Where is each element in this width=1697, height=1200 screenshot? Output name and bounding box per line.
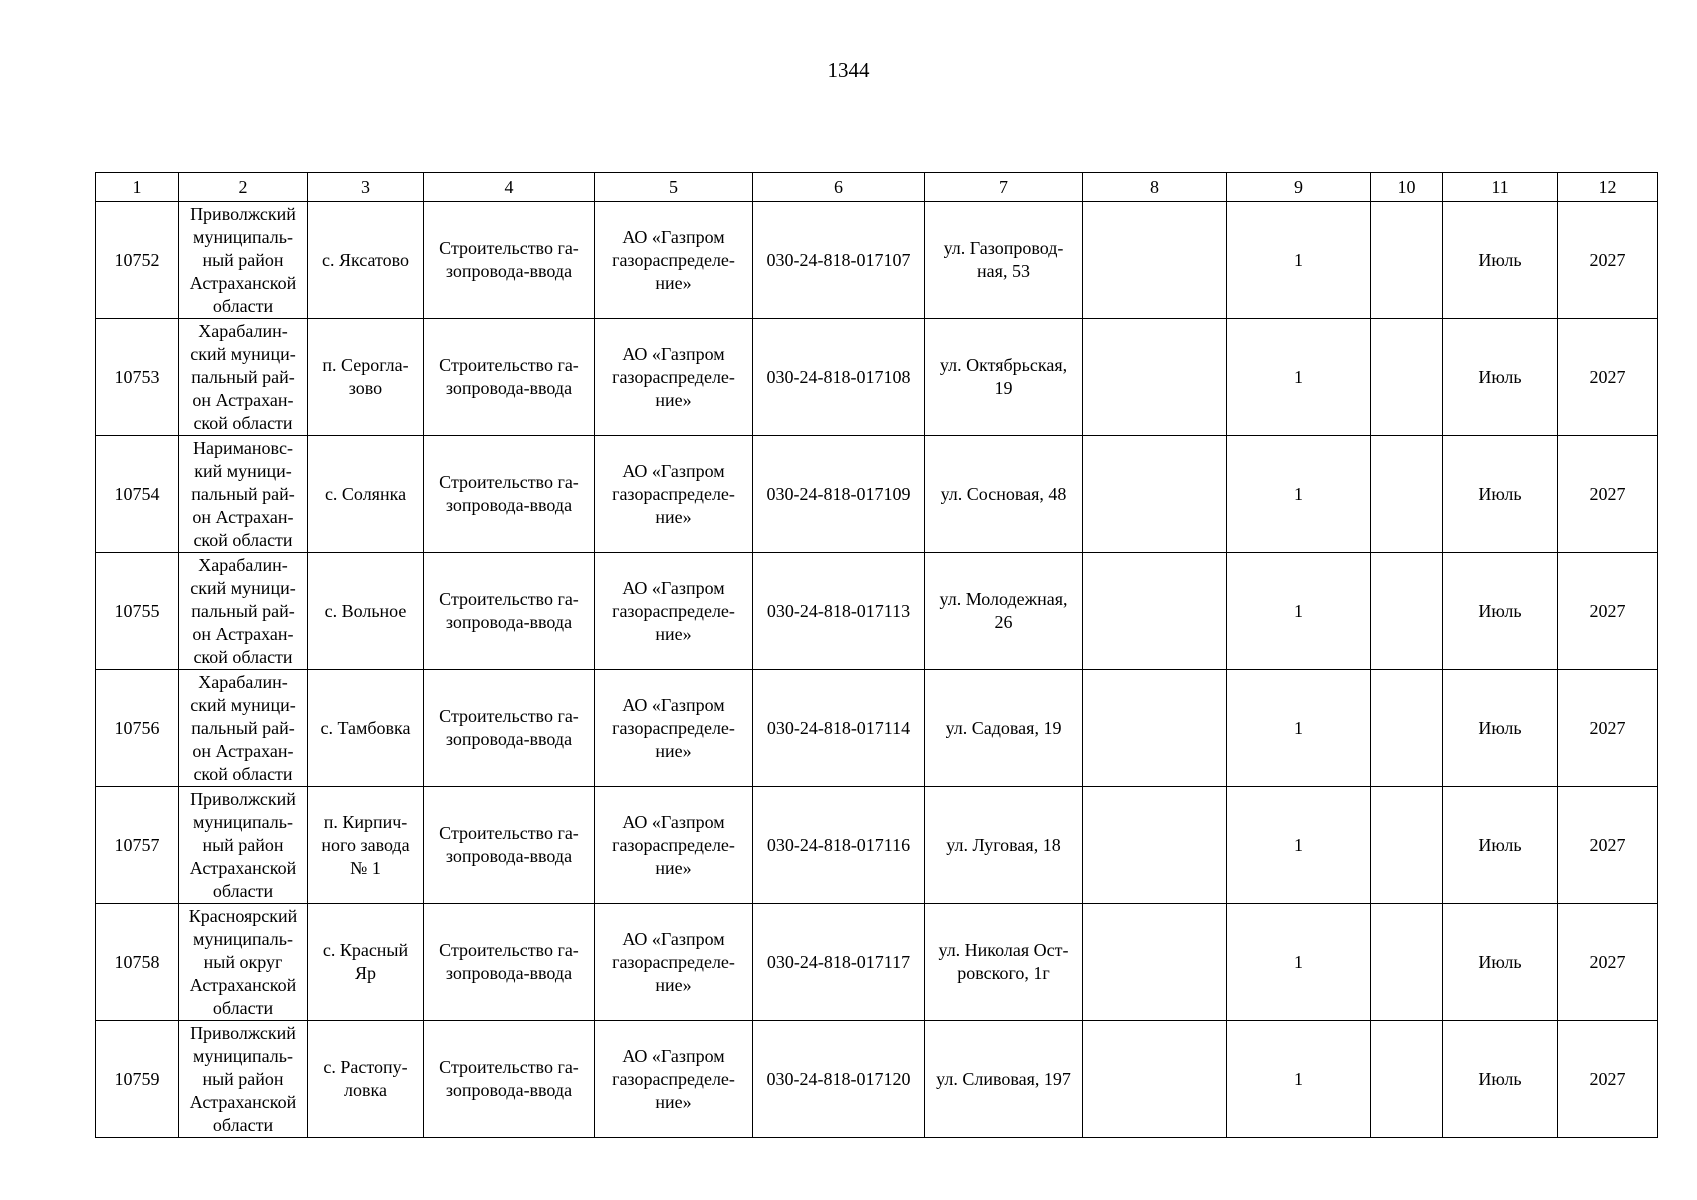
row-number-text: 10755 <box>114 600 160 621</box>
work-type-cell <box>424 202 595 319</box>
month-text: Июль <box>1478 600 1522 621</box>
row-number-text: 10753 <box>114 366 160 387</box>
district-cell <box>179 436 308 553</box>
year-cell <box>1558 436 1658 553</box>
year-cell <box>1558 904 1658 1021</box>
row-number-text: 10758 <box>114 951 160 972</box>
work-type-cell <box>424 1021 595 1138</box>
district-cell <box>179 787 308 904</box>
year-text: 2027 <box>1589 249 1626 270</box>
column-10-cell <box>1371 553 1443 670</box>
district-text: Харабалин- ский муници- пальный рай- он Астрахан- ской области <box>190 320 296 433</box>
organization-text: АО «Газпром газораспределе- ние» <box>612 226 735 293</box>
year-text: 2027 <box>1589 483 1626 504</box>
address-text: ул. Газопровод- ная, 53 <box>943 238 1064 281</box>
address-text: ул. Октябрьская, 19 <box>939 355 1068 398</box>
object-code-cell <box>753 319 925 436</box>
month-text: Июль <box>1478 951 1522 972</box>
locality-text: п. Серогла- зово <box>322 355 409 398</box>
column-header-2: 2 <box>179 173 308 202</box>
table-row <box>96 1021 1658 1138</box>
object-code-text: 030-24-818-017108 <box>766 366 911 387</box>
month-text: Июль <box>1478 366 1522 387</box>
locality-text: с. Тамбовка <box>320 717 411 738</box>
table-body <box>96 202 1658 1138</box>
locality-text: п. Кирпич- ного завода № 1 <box>321 811 410 878</box>
column-10-cell <box>1371 904 1443 1021</box>
quantity-text: 1 <box>1294 951 1303 972</box>
column-10-cell <box>1371 436 1443 553</box>
table-row <box>96 553 1658 670</box>
organization-cell <box>595 787 753 904</box>
quantity-cell <box>1227 670 1371 787</box>
object-code-text: 030-24-818-017107 <box>766 249 911 270</box>
table-row <box>96 904 1658 1021</box>
month-cell <box>1443 1021 1558 1138</box>
locality-cell <box>308 319 424 436</box>
column-header-12: 12 <box>1558 173 1658 202</box>
month-cell <box>1443 670 1558 787</box>
month-text: Июль <box>1478 483 1522 504</box>
row-number-text: 10752 <box>114 249 160 270</box>
column-8-cell <box>1083 319 1227 436</box>
row-number-text: 10756 <box>114 717 160 738</box>
row-number-cell <box>96 1021 179 1138</box>
row-number-cell <box>96 904 179 1021</box>
work-type-text: Строительство га- зопровода-ввода <box>439 472 579 515</box>
quantity-text: 1 <box>1294 1068 1303 1089</box>
organization-cell <box>595 904 753 1021</box>
month-cell <box>1443 202 1558 319</box>
organization-text: АО «Газпром газораспределе- ние» <box>612 694 735 761</box>
work-type-cell <box>424 319 595 436</box>
quantity-cell <box>1227 1021 1371 1138</box>
district-text: Приволжский муниципаль- ный район Астраханской области <box>189 788 297 901</box>
organization-cell <box>595 553 753 670</box>
quantity-text: 1 <box>1294 717 1303 738</box>
column-header-4: 4 <box>424 173 595 202</box>
organization-text: АО «Газпром газораспределе- ние» <box>612 928 735 995</box>
work-type-cell <box>424 904 595 1021</box>
column-8-cell <box>1083 553 1227 670</box>
table-row <box>96 787 1658 904</box>
quantity-text: 1 <box>1294 834 1303 855</box>
work-type-cell <box>424 670 595 787</box>
object-code-text: 030-24-818-017120 <box>766 1068 911 1089</box>
work-type-text: Строительство га- зопровода-ввода <box>439 940 579 983</box>
object-code-cell <box>753 670 925 787</box>
year-text: 2027 <box>1589 600 1626 621</box>
column-header-6: 6 <box>753 173 925 202</box>
locality-text: с. Яксатово <box>321 249 410 270</box>
table-row <box>96 202 1658 319</box>
organization-cell <box>595 670 753 787</box>
year-text: 2027 <box>1589 951 1626 972</box>
month-cell <box>1443 436 1558 553</box>
object-code-text: 030-24-818-017113 <box>766 600 911 621</box>
quantity-cell <box>1227 787 1371 904</box>
row-number-cell <box>96 436 179 553</box>
column-8-cell <box>1083 436 1227 553</box>
district-text: Красноярский муниципаль- ный округ Астраханской области <box>188 905 298 1018</box>
month-cell <box>1443 553 1558 670</box>
object-code-text: 030-24-818-017117 <box>766 951 911 972</box>
year-cell <box>1558 202 1658 319</box>
row-number-cell <box>96 202 179 319</box>
work-type-cell <box>424 436 595 553</box>
locality-cell <box>308 904 424 1021</box>
district-cell <box>179 319 308 436</box>
work-type-cell <box>424 553 595 670</box>
column-10-cell <box>1371 670 1443 787</box>
table-header <box>96 173 1658 202</box>
quantity-cell <box>1227 904 1371 1021</box>
column-header-5: 5 <box>595 173 753 202</box>
address-cell <box>925 787 1083 904</box>
column-header-3: 3 <box>308 173 424 202</box>
locality-cell <box>308 202 424 319</box>
table-row <box>96 436 1658 553</box>
address-cell <box>925 202 1083 319</box>
work-type-cell <box>424 787 595 904</box>
column-10-cell <box>1371 319 1443 436</box>
month-text: Июль <box>1478 249 1522 270</box>
row-number-cell <box>96 553 179 670</box>
locality-cell <box>308 553 424 670</box>
locality-text: с. Солянка <box>324 483 407 504</box>
organization-cell <box>595 436 753 553</box>
row-number-cell <box>96 319 179 436</box>
locality-cell <box>308 787 424 904</box>
locality-cell <box>308 436 424 553</box>
row-number-text: 10757 <box>114 834 160 855</box>
year-cell <box>1558 1021 1658 1138</box>
quantity-cell <box>1227 553 1371 670</box>
month-text: Июль <box>1478 1068 1522 1089</box>
month-text: Июль <box>1478 717 1522 738</box>
address-text: ул. Сосновая, 48 <box>940 483 1067 504</box>
column-8-cell <box>1083 670 1227 787</box>
locality-cell <box>308 1021 424 1138</box>
district-text: Наримановс- кий муници- пальный рай- он Астрахан- ской области <box>191 437 295 550</box>
column-header-9: 9 <box>1227 173 1371 202</box>
work-type-text: Строительство га- зопровода-ввода <box>439 823 579 866</box>
locality-cell <box>308 670 424 787</box>
column-header-10: 10 <box>1371 173 1443 202</box>
address-text: ул. Молодежная, 26 <box>939 589 1068 632</box>
object-code-text: 030-24-818-017114 <box>766 717 911 738</box>
month-cell <box>1443 904 1558 1021</box>
row-number-text: 10754 <box>114 483 160 504</box>
column-header-11: 11 <box>1443 173 1558 202</box>
locality-text: с. Растопу- ловка <box>323 1057 408 1100</box>
address-cell <box>925 670 1083 787</box>
district-cell <box>179 1021 308 1138</box>
district-cell <box>179 904 308 1021</box>
address-text: ул. Николая Ост- ровского, 1г <box>938 940 1069 983</box>
year-text: 2027 <box>1589 366 1626 387</box>
column-10-cell <box>1371 202 1443 319</box>
month-cell <box>1443 319 1558 436</box>
object-code-cell <box>753 202 925 319</box>
column-header-8: 8 <box>1083 173 1227 202</box>
table-row <box>96 670 1658 787</box>
district-text: Харабалин- ский муници- пальный рай- он Астрахан- ской области <box>190 554 296 667</box>
organization-cell <box>595 1021 753 1138</box>
quantity-text: 1 <box>1294 249 1303 270</box>
organization-text: АО «Газпром газораспределе- ние» <box>612 1045 735 1112</box>
month-text: Июль <box>1478 834 1522 855</box>
address-text: ул. Луговая, 18 <box>946 834 1061 855</box>
address-cell <box>925 904 1083 1021</box>
organization-cell <box>595 202 753 319</box>
row-number-cell <box>96 670 179 787</box>
row-number-cell <box>96 787 179 904</box>
district-text: Харабалин- ский муници- пальный рай- он Астрахан- ской области <box>190 671 296 784</box>
object-code-cell <box>753 436 925 553</box>
row-number-text: 10759 <box>114 1068 160 1089</box>
object-code-cell <box>753 904 925 1021</box>
organization-text: АО «Газпром газораспределе- ние» <box>612 577 735 644</box>
work-type-text: Строительство га- зопровода-ввода <box>439 238 579 281</box>
organization-text: АО «Газпром газораспределе- ние» <box>612 460 735 527</box>
header-row <box>96 173 1658 202</box>
object-code-cell <box>753 787 925 904</box>
address-cell <box>925 319 1083 436</box>
year-cell <box>1558 670 1658 787</box>
page-number: 1344 <box>827 58 870 82</box>
table-row <box>96 319 1658 436</box>
quantity-cell <box>1227 319 1371 436</box>
district-text: Приволжский муниципаль- ный район Астраханской области <box>189 203 297 316</box>
locality-text: с. Красный Яр <box>322 940 409 983</box>
district-cell <box>179 202 308 319</box>
district-text: Приволжский муниципаль- ный район Астраханской области <box>189 1022 297 1135</box>
year-text: 2027 <box>1589 1068 1626 1089</box>
locality-text: с. Вольное <box>324 600 407 621</box>
quantity-cell <box>1227 436 1371 553</box>
column-10-cell <box>1371 787 1443 904</box>
object-code-text: 030-24-818-017116 <box>766 834 911 855</box>
work-type-text: Строительство га- зопровода-ввода <box>439 1057 579 1100</box>
column-8-cell <box>1083 202 1227 319</box>
quantity-text: 1 <box>1294 366 1303 387</box>
year-cell <box>1558 319 1658 436</box>
object-code-cell <box>753 1021 925 1138</box>
organization-text: АО «Газпром газораспределе- ние» <box>612 811 735 878</box>
district-cell <box>179 670 308 787</box>
month-cell <box>1443 787 1558 904</box>
registry-table <box>95 172 1658 1138</box>
column-8-cell <box>1083 787 1227 904</box>
year-cell <box>1558 553 1658 670</box>
column-10-cell <box>1371 1021 1443 1138</box>
column-8-cell <box>1083 904 1227 1021</box>
work-type-text: Строительство га- зопровода-ввода <box>439 589 579 632</box>
address-cell <box>925 436 1083 553</box>
object-code-cell <box>753 553 925 670</box>
district-cell <box>179 553 308 670</box>
year-cell <box>1558 787 1658 904</box>
work-type-text: Строительство га- зопровода-ввода <box>439 706 579 749</box>
column-header-7: 7 <box>925 173 1083 202</box>
column-8-cell <box>1083 1021 1227 1138</box>
work-type-text: Строительство га- зопровода-ввода <box>439 355 579 398</box>
quantity-cell <box>1227 202 1371 319</box>
object-code-text: 030-24-818-017109 <box>766 483 911 504</box>
year-text: 2027 <box>1589 717 1626 738</box>
organization-text: АО «Газпром газораспределе- ние» <box>612 343 735 410</box>
column-header-1: 1 <box>96 173 179 202</box>
year-text: 2027 <box>1589 834 1626 855</box>
address-text: ул. Садовая, 19 <box>945 717 1062 738</box>
address-cell <box>925 1021 1083 1138</box>
organization-cell <box>595 319 753 436</box>
quantity-text: 1 <box>1294 600 1303 621</box>
address-text: ул. Сливовая, 197 <box>936 1068 1071 1089</box>
quantity-text: 1 <box>1294 483 1303 504</box>
address-cell <box>925 553 1083 670</box>
